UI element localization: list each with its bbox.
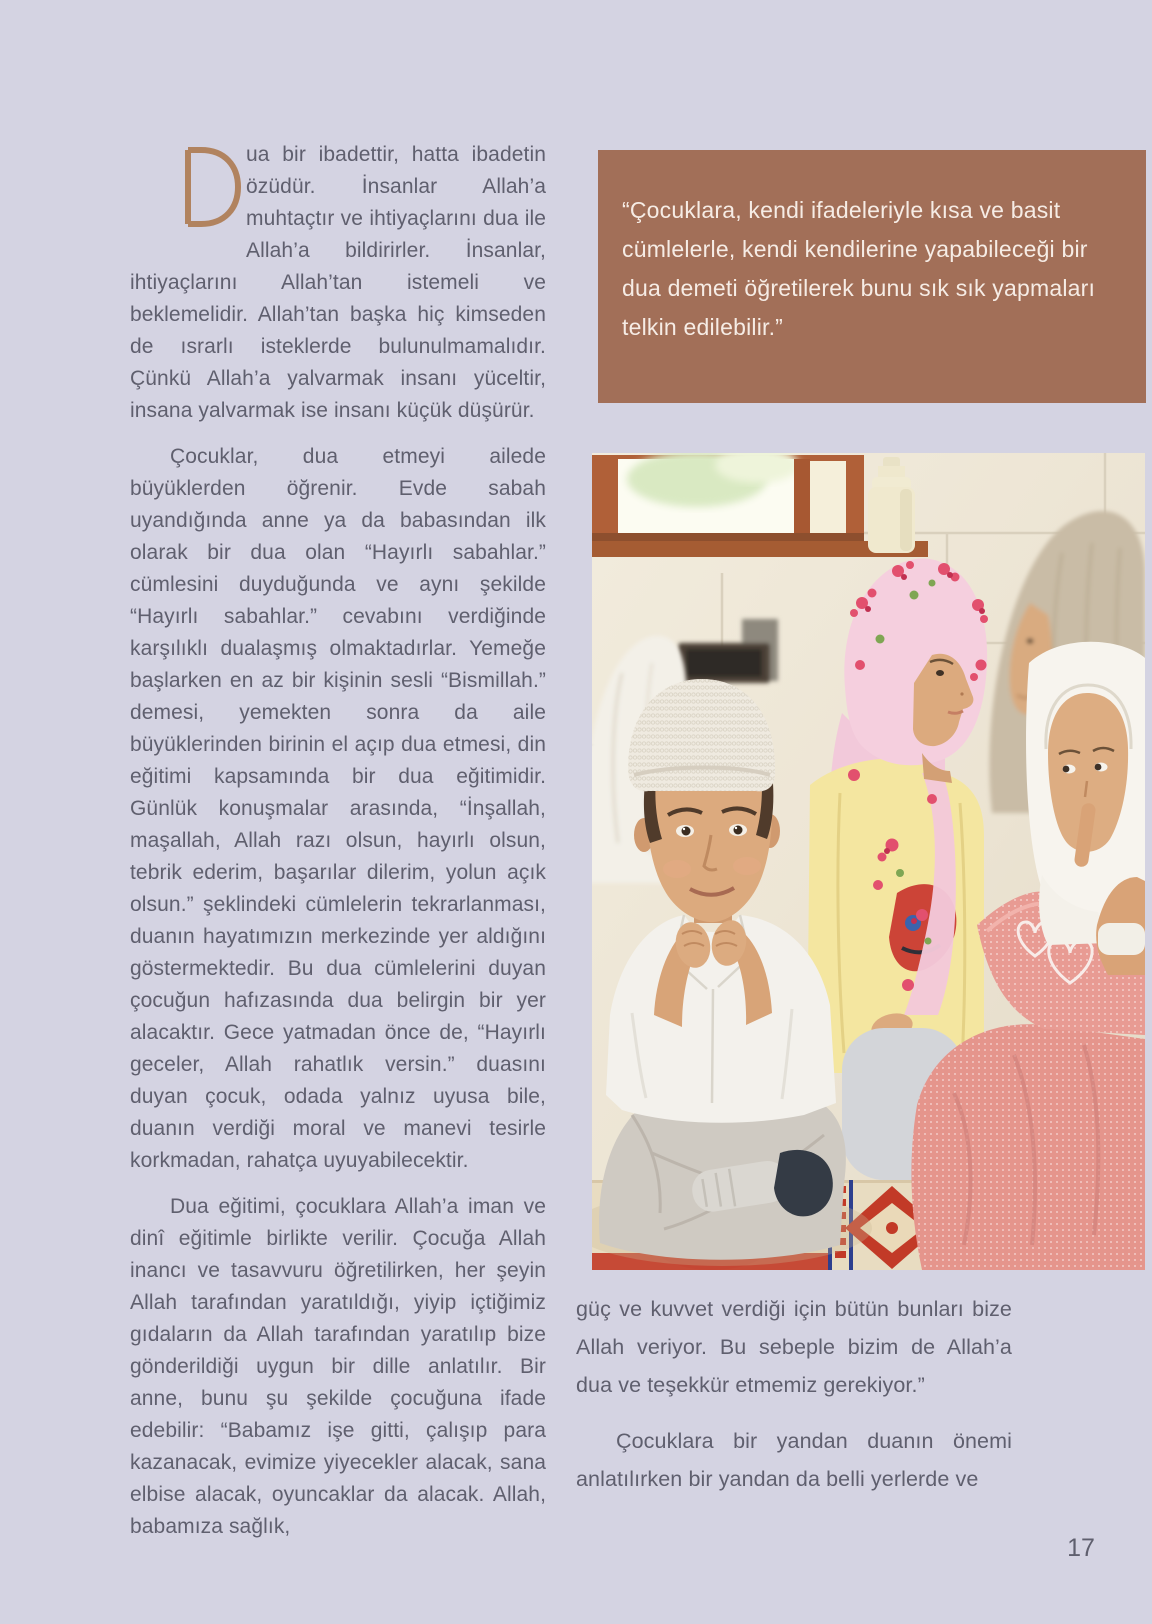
paragraph-2: Çocuklar, dua etmeyi ailede büyüklerden öğrenir. Evde sabah uyandığında anne ya da babasından ilk olarak bir dua olan “Hayırlı sabahlar.” cümlesini duyduğunda ve aynı şekilde “Hayırlı sabahlar.” cevabını verdiğinde karşılıklı dualaşmış olmaktadırlar. Yemeğe başlarken en az bir kişinin sesli “Bismillah.” demesi, yemekten sonra da aile büyüklerinden birinin el açıp dua etmesi, din eğitimi kapsamında bir dua eğitimidir. Günlük konuşmalar arasında, “İnşallah, maşallah, Allah razı olsun, hayırlı olsun, tebrik ederim, başarılar dilerim, yolun açık olsun.” şeklindeki cümlelerin tekrarlanması, duanın hayatımızın merkezinde yer aldığını göstermektedir. Bu dua cümlelerini duyan çocuğun hafızasında dua belirgin bir yer alacaktır. Gece yatmadan önce de, “Hayırlı geceler, Allah rahatlık versin.” duasını duyan çocuk, odada yalnız uyusa bile, duanın verdiği moral ve manevi tesirle korkmadan, rahatça uyuyabilecektir. xyxy=(130,445,546,1172)
pull-quote-box xyxy=(598,150,1146,403)
photo-children-prayer-lesson xyxy=(592,453,1145,1270)
paragraph-5: Çocuklara bir yandan duanın önemi anlatılırken bir yandan da belli yerlerde ve xyxy=(576,1429,1012,1491)
white-cuff xyxy=(1098,923,1145,955)
paragraph-3: Dua eğitimi, çocuklara Allah’a iman ve dinî eğitimle birlikte verilir. Çocuğa Allah inancı ve tasavvuru öğretilirken, her şeyin Allah tarafından yaratıldığı, yiyip içtiğimiz gıdaların da Allah tarafından yaratılıp bize gönderildiği uygun bir dille anlatılır. Bir anne, bunu şu şekilde çocuğuna ifade edebilir: “Babamız işe gitti, çalışıp para kazanacak, evimize yiyecekler alacak, sana elbise alacak, oyuncaklar da alacak. Allah, babamıza sağlık, xyxy=(130,1195,546,1538)
pull-quote-text: “Çocuklara, kendi ifadeleriyle kısa ve basit cümlelerle, kendi kendilerine yapabileceği bir dua demeti öğretilerek bunu sık sık yapmaları telkin edilebilir.” xyxy=(622,197,1096,340)
drop-cap-letter-d xyxy=(180,145,244,229)
drop-cap xyxy=(130,139,246,237)
article-right-column xyxy=(576,1290,1012,1516)
paragraph-lead-text: ua bir ibadettir, hatta ibadetin özüdür. İnsanlar Allah’a muhtaçtır ve ihtiyaçlarını dua ile Allah’a bildirirler. İnsanlar, ihtiyaçlarını Allah’tan istemeli ve beklemelidir. Allah’tan başka hiç kimseden de ısrarlı isteklerde bulunulmamalıdır. Çünkü Allah’a yalvarmak insanı yüceltir, insana yalvarmak ise insanı küçük düşürür. xyxy=(130,143,546,422)
paragraph-lead xyxy=(130,139,546,427)
page-number: 17 xyxy=(1067,1534,1095,1562)
article-left-column xyxy=(130,139,546,1557)
paragraph-4: güç ve kuvvet verdiği için bütün bunları bize Allah veriyor. Bu sebeple bizim de Allah’a dua ve teşekkür etmemiz gerekiyor.” xyxy=(576,1297,1012,1397)
photo-illustration xyxy=(592,453,1145,1270)
